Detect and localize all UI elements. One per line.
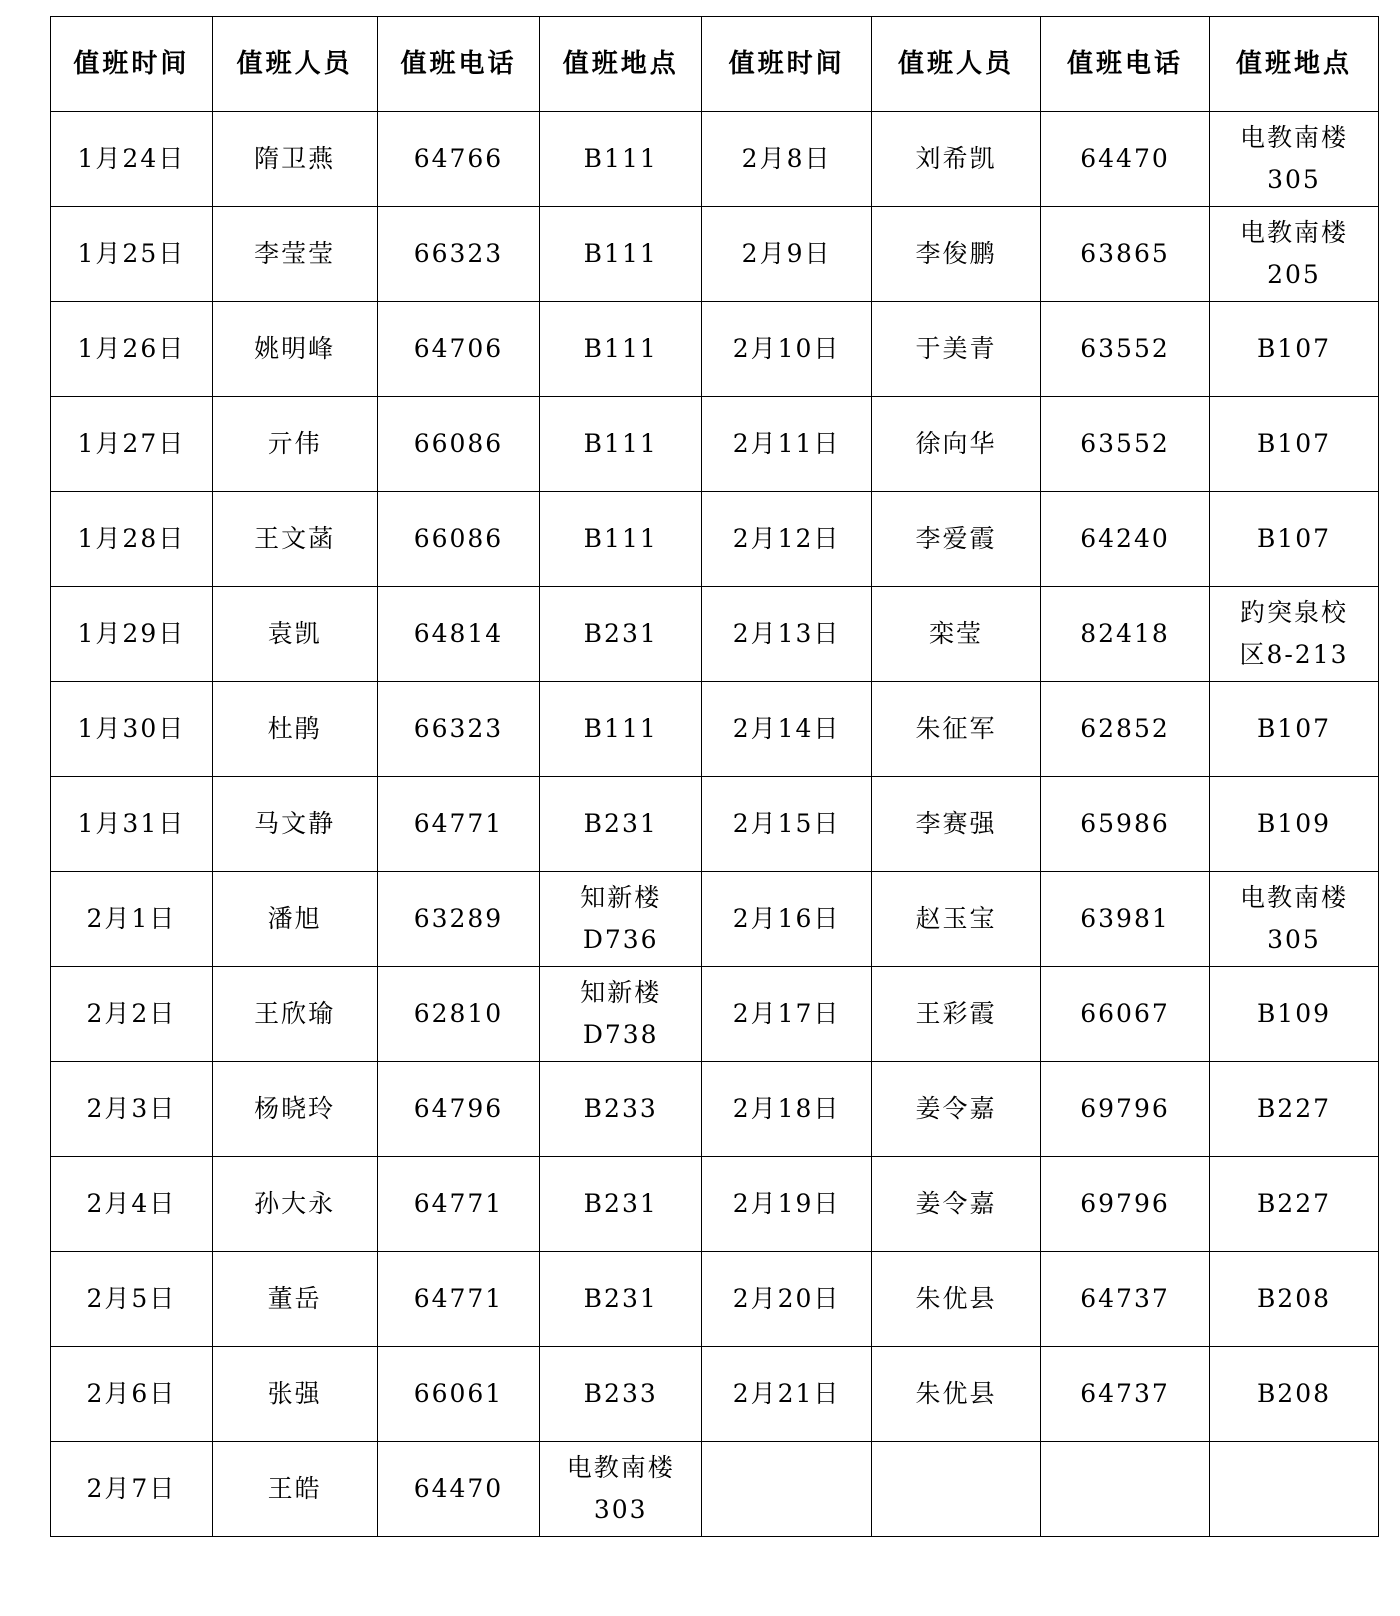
- duty-person-cell: 王欣瑜: [212, 967, 377, 1062]
- header-duty-person: 值班人员: [212, 17, 377, 112]
- duty-location-cell: B208: [1209, 1347, 1378, 1442]
- duty-location-cell: 电教南楼 205: [1209, 207, 1378, 302]
- duty-person-cell: 张强: [212, 1347, 377, 1442]
- duty-phone-cell: 66323: [377, 207, 540, 302]
- table-row: [51, 777, 1379, 872]
- header-duty-location: 值班地点: [1209, 17, 1378, 112]
- duty-phone-cell: 63552: [1041, 397, 1210, 492]
- duty-location-cell: B111: [540, 682, 702, 777]
- duty-date-cell: [702, 1442, 872, 1537]
- duty-phone-cell: [1041, 1442, 1210, 1537]
- table-row: [51, 967, 1379, 1062]
- duty-phone-cell: 66323: [377, 682, 540, 777]
- duty-person-cell: 李莹莹: [212, 207, 377, 302]
- duty-phone-cell: 64766: [377, 112, 540, 207]
- duty-location-cell: B107: [1209, 492, 1378, 587]
- duty-date-cell: 2月5日: [51, 1252, 213, 1347]
- duty-location-cell: 知新楼 D738: [540, 967, 702, 1062]
- duty-date-cell: 1月27日: [51, 397, 213, 492]
- duty-phone-cell: 64796: [377, 1062, 540, 1157]
- duty-phone-cell: 63865: [1041, 207, 1210, 302]
- duty-date-cell: 2月21日: [702, 1347, 872, 1442]
- duty-person-cell: 王文菡: [212, 492, 377, 587]
- duty-person-cell: 亓伟: [212, 397, 377, 492]
- duty-phone-cell: 66086: [377, 492, 540, 587]
- duty-phone-cell: 64814: [377, 587, 540, 682]
- duty-phone-cell: 66067: [1041, 967, 1210, 1062]
- header-duty-phone: 值班电话: [1041, 17, 1210, 112]
- duty-person-cell: 隋卫燕: [212, 112, 377, 207]
- duty-phone-cell: 64470: [377, 1442, 540, 1537]
- duty-person-cell: 朱优县: [872, 1252, 1041, 1347]
- duty-phone-cell: 62810: [377, 967, 540, 1062]
- duty-phone-cell: 63981: [1041, 872, 1210, 967]
- duty-person-cell: 李俊鹏: [872, 207, 1041, 302]
- header-row: [51, 17, 1379, 112]
- duty-location-cell: 电教南楼 303: [540, 1442, 702, 1537]
- duty-location-cell: B111: [540, 207, 702, 302]
- duty-phone-cell: 62852: [1041, 682, 1210, 777]
- duty-location-cell: B231: [540, 1157, 702, 1252]
- duty-date-cell: 2月20日: [702, 1252, 872, 1347]
- duty-phone-cell: 66061: [377, 1347, 540, 1442]
- header-duty-date: 值班时间: [702, 17, 872, 112]
- duty-schedule-table: [50, 16, 1379, 1537]
- duty-phone-cell: 66086: [377, 397, 540, 492]
- duty-person-cell: 李赛强: [872, 777, 1041, 872]
- duty-date-cell: 2月7日: [51, 1442, 213, 1537]
- duty-location-cell: B107: [1209, 397, 1378, 492]
- duty-location-cell: 知新楼 D736: [540, 872, 702, 967]
- duty-phone-cell: 64771: [377, 1157, 540, 1252]
- table-row: [51, 872, 1379, 967]
- duty-date-cell: 2月10日: [702, 302, 872, 397]
- duty-person-cell: 王皓: [212, 1442, 377, 1537]
- duty-location-cell: B227: [1209, 1157, 1378, 1252]
- duty-date-cell: 1月25日: [51, 207, 213, 302]
- duty-date-cell: 1月24日: [51, 112, 213, 207]
- table-row: [51, 587, 1379, 682]
- duty-phone-cell: 64737: [1041, 1252, 1210, 1347]
- duty-person-cell: 姜令嘉: [872, 1157, 1041, 1252]
- duty-location-cell: B231: [540, 587, 702, 682]
- duty-person-cell: [872, 1442, 1041, 1537]
- duty-person-cell: 赵玉宝: [872, 872, 1041, 967]
- duty-date-cell: 1月30日: [51, 682, 213, 777]
- table-row: [51, 682, 1379, 777]
- duty-location-cell: B111: [540, 112, 702, 207]
- duty-person-cell: 董岳: [212, 1252, 377, 1347]
- duty-date-cell: 2月17日: [702, 967, 872, 1062]
- duty-person-cell: 孙大永: [212, 1157, 377, 1252]
- table-row: [51, 112, 1379, 207]
- table-row: [51, 397, 1379, 492]
- duty-phone-cell: 64771: [377, 1252, 540, 1347]
- duty-date-cell: 2月15日: [702, 777, 872, 872]
- duty-person-cell: 袁凯: [212, 587, 377, 682]
- duty-date-cell: 2月3日: [51, 1062, 213, 1157]
- duty-phone-cell: 64240: [1041, 492, 1210, 587]
- duty-phone-cell: 63552: [1041, 302, 1210, 397]
- duty-person-cell: 王彩霞: [872, 967, 1041, 1062]
- duty-person-cell: 姚明峰: [212, 302, 377, 397]
- duty-location-cell: B233: [540, 1062, 702, 1157]
- header-duty-phone: 值班电话: [377, 17, 540, 112]
- duty-location-cell: [1209, 1442, 1378, 1537]
- duty-phone-cell: 64470: [1041, 112, 1210, 207]
- duty-date-cell: 2月12日: [702, 492, 872, 587]
- duty-date-cell: 1月29日: [51, 587, 213, 682]
- duty-date-cell: 2月13日: [702, 587, 872, 682]
- duty-location-cell: B111: [540, 302, 702, 397]
- duty-person-cell: 于美青: [872, 302, 1041, 397]
- duty-location-cell: 电教南楼 305: [1209, 112, 1378, 207]
- header-duty-location: 值班地点: [540, 17, 702, 112]
- duty-date-cell: 2月6日: [51, 1347, 213, 1442]
- duty-phone-cell: 64737: [1041, 1347, 1210, 1442]
- duty-phone-cell: 82418: [1041, 587, 1210, 682]
- duty-location-cell: B109: [1209, 777, 1378, 872]
- duty-date-cell: 1月26日: [51, 302, 213, 397]
- duty-person-cell: 李爱霞: [872, 492, 1041, 587]
- header-duty-person: 值班人员: [872, 17, 1041, 112]
- duty-phone-cell: 64706: [377, 302, 540, 397]
- duty-date-cell: 2月11日: [702, 397, 872, 492]
- duty-person-cell: 杨晓玲: [212, 1062, 377, 1157]
- duty-location-cell: B231: [540, 1252, 702, 1347]
- duty-date-cell: 2月14日: [702, 682, 872, 777]
- header-duty-date: 值班时间: [51, 17, 213, 112]
- duty-location-cell: 电教南楼 305: [1209, 872, 1378, 967]
- duty-date-cell: 2月18日: [702, 1062, 872, 1157]
- duty-person-cell: 朱征军: [872, 682, 1041, 777]
- duty-date-cell: 2月9日: [702, 207, 872, 302]
- duty-phone-cell: 65986: [1041, 777, 1210, 872]
- table-row: [51, 302, 1379, 397]
- duty-location-cell: B109: [1209, 967, 1378, 1062]
- duty-location-cell: B233: [540, 1347, 702, 1442]
- duty-date-cell: 2月2日: [51, 967, 213, 1062]
- table-row: [51, 1157, 1379, 1252]
- duty-location-cell: 趵突泉校 区8-213: [1209, 587, 1378, 682]
- duty-location-cell: B208: [1209, 1252, 1378, 1347]
- table-row: [51, 1062, 1379, 1157]
- duty-person-cell: 姜令嘉: [872, 1062, 1041, 1157]
- duty-location-cell: B227: [1209, 1062, 1378, 1157]
- duty-location-cell: B231: [540, 777, 702, 872]
- duty-phone-cell: 64771: [377, 777, 540, 872]
- duty-location-cell: B107: [1209, 302, 1378, 397]
- duty-person-cell: 徐向华: [872, 397, 1041, 492]
- duty-person-cell: 朱优县: [872, 1347, 1041, 1442]
- duty-location-cell: B107: [1209, 682, 1378, 777]
- table-row: [51, 207, 1379, 302]
- duty-person-cell: 马文静: [212, 777, 377, 872]
- duty-phone-cell: 63289: [377, 872, 540, 967]
- table-row: [51, 1252, 1379, 1347]
- duty-location-cell: B111: [540, 397, 702, 492]
- duty-phone-cell: 69796: [1041, 1062, 1210, 1157]
- duty-location-cell: B111: [540, 492, 702, 587]
- table-row: [51, 1442, 1379, 1537]
- duty-person-cell: 刘希凯: [872, 112, 1041, 207]
- duty-date-cell: 1月28日: [51, 492, 213, 587]
- duty-date-cell: 2月8日: [702, 112, 872, 207]
- duty-date-cell: 1月31日: [51, 777, 213, 872]
- duty-date-cell: 2月16日: [702, 872, 872, 967]
- table-row: [51, 492, 1379, 587]
- duty-phone-cell: 69796: [1041, 1157, 1210, 1252]
- schedule-body: [51, 112, 1379, 1537]
- duty-date-cell: 2月1日: [51, 872, 213, 967]
- duty-person-cell: 潘旭: [212, 872, 377, 967]
- duty-person-cell: 栾莹: [872, 587, 1041, 682]
- table-row: [51, 1347, 1379, 1442]
- duty-date-cell: 2月4日: [51, 1157, 213, 1252]
- duty-date-cell: 2月19日: [702, 1157, 872, 1252]
- duty-person-cell: 杜鹃: [212, 682, 377, 777]
